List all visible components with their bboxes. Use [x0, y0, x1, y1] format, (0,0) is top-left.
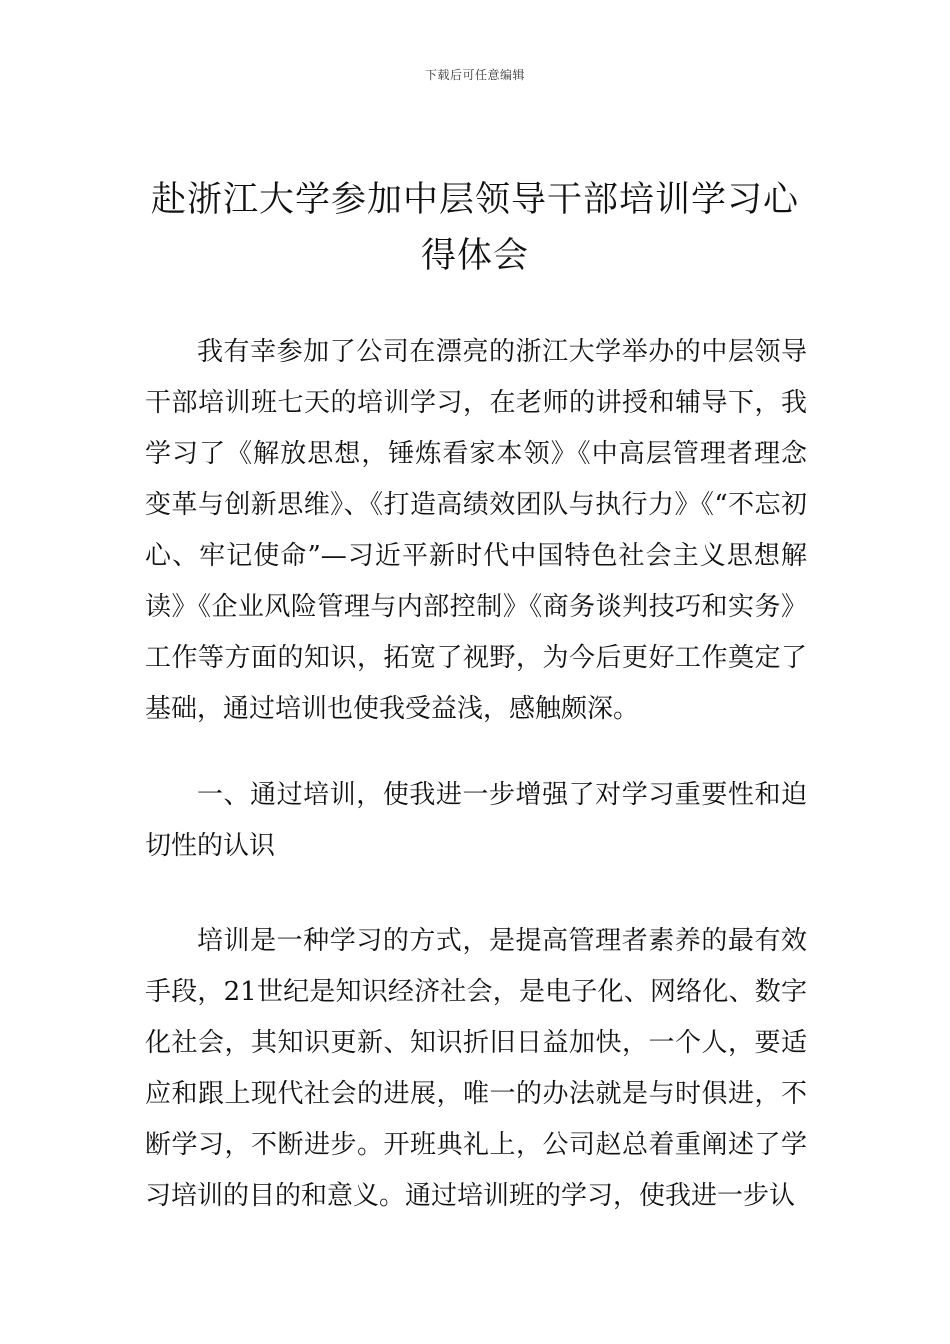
intro-paragraph: 我有幸参加了公司在漂亮的浙江大学举办的中层领导干部培训班七天的培训学习，在老师的讲授和辅导下，我学习了《解放思想，锤炼看家本领》《中高层管理者理念变革与创新思维》、《打造高绩效团队与执行力》《“不忘初心、牢记使命”—习近平新时代中国特色社会主义思想解读》《企业风险管理与内部控制》《商务谈判技巧和实务》工作等方面的知识，拓宽了视野，为今后更好工作奠定了基础，通过培训也使我受益浅，感触颇深。	[145, 337, 807, 724]
document-title: 赴浙江大学参加中层领导干部培训学习心得体会	[150, 180, 799, 276]
section-heading-1: 一、通过培训，使我进一步增强了对学习重要性和迫切性的认识	[145, 780, 807, 861]
header-note: 下载后可任意编辑	[424, 68, 525, 82]
section-1-paragraph: 培训是一种学习的方式，是提高管理者素养的最有效手段，21世纪是知识经济社会，是电子化、网络化、数字化社会，其知识更新、知识折旧日益加快，一个人，要适应和跟上现代社会的进展，唯一的办法就是与时俱进，不断学习，不断进步。开班典礼上，公司赵总着重阐述了学习培训的目的和意义。通过培训班的学习，使我进一步认	[145, 926, 807, 1211]
